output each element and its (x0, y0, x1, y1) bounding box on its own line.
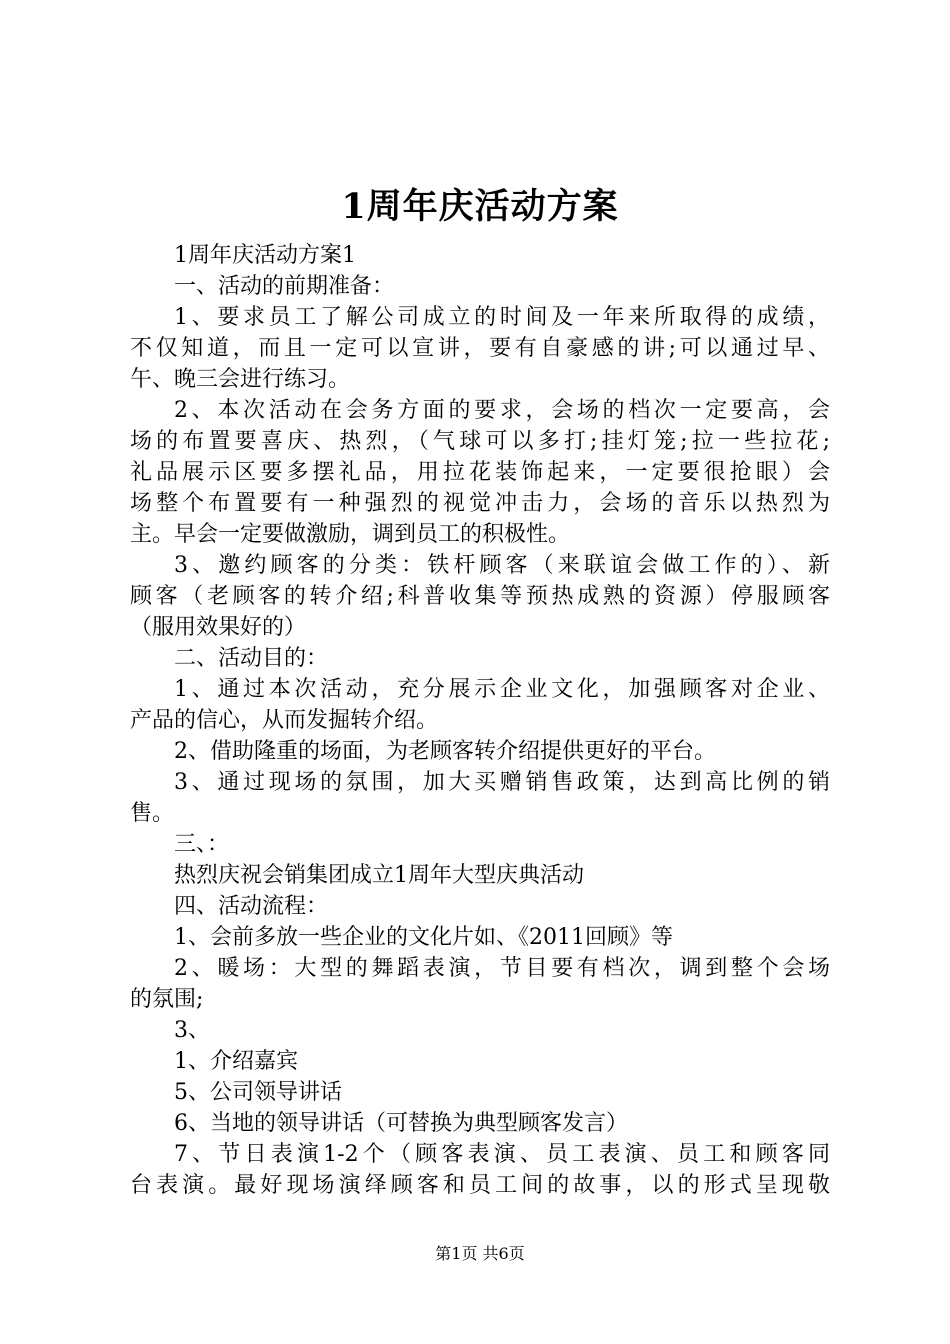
text-line: 三、： (174, 832, 230, 857)
text-line: 场整个布置要有一种强烈的视觉冲击力，会场的音乐以热烈为 (130, 491, 830, 516)
text-line: 2、本次活动在会务方面的要求，会场的档次一定要高，会 (174, 398, 830, 423)
text-line: 1、会前多放一些企业的文化片如、《2011回顾》等 (174, 925, 673, 950)
text-line: （服用效果好的） (130, 615, 307, 640)
text-line: 不仅知道，而且一定可以宣讲，要有自豪感的讲;可以通过早、 (130, 336, 830, 361)
text-line: 四、活动流程： (174, 894, 329, 919)
text-line: 的氛围; (130, 987, 204, 1012)
text-line: 1、通过本次活动，充分展示企业文化，加强顾客对企业、 (174, 677, 830, 702)
text-line: 1、介绍嘉宾 (174, 1049, 298, 1074)
text-line: 一、活动的前期准备： (174, 274, 395, 299)
document-body (130, 240, 830, 1201)
text-line: 售。 (130, 801, 175, 826)
text-line: 礼品展示区要多摆礼品，用拉花装饰起来，一定要很抢眼）会 (130, 460, 830, 485)
text-line: 产品的信心，从而发掘转介绍。 (130, 708, 439, 733)
text-line: 台表演。最好现场演绎顾客和员工间的故事，以的形式呈现敬 (130, 1173, 830, 1198)
text-line: 热烈庆祝会销集团成立1周年大型庆典活动 (174, 863, 584, 888)
text-line: 6、当地的领导讲话（可替换为典型顾客发言） (174, 1111, 628, 1136)
text-line: 2、暖场：大型的舞蹈表演，节目要有档次，调到整个会场 (174, 956, 830, 981)
text-line: 3、 (174, 1018, 210, 1043)
text-line: 3、邀约顾客的分类：铁杆顾客（来联谊会做工作的）、新 (174, 553, 830, 578)
text-line: 主。早会一定要做激励，调到员工的积极性。 (130, 522, 571, 547)
text-line: 2、借助隆重的场面，为老顾客转介绍提供更好的平台。 (174, 739, 716, 764)
text-line: 1周年庆活动方案1 (174, 243, 356, 268)
text-line: 5、公司领导讲话 (174, 1080, 342, 1105)
text-line: 场的布置要喜庆、热烈，（气球可以多打;挂灯笼;拉一些拉花; (130, 429, 830, 454)
text-line: 午、晚三会进行练习。 (130, 367, 351, 392)
text-line: 顾客（老顾客的转介绍;科普收集等预热成熟的资源）停服顾客 (130, 584, 830, 609)
text-line: 1、要求员工了解公司成立的时间及一年来所取得的成绩， (174, 305, 830, 330)
text-line: 7、节日表演1-2个（顾客表演、员工表演、员工和顾客同 (174, 1142, 830, 1167)
page-footer: 第1页 共6页 (435, 1244, 525, 1263)
document-title: 1周年庆活动方案 (341, 186, 619, 227)
text-line: 3、通过现场的氛围，加大买赠销售政策，达到高比例的销 (174, 770, 830, 795)
text-line: 二、活动目的： (174, 646, 329, 671)
